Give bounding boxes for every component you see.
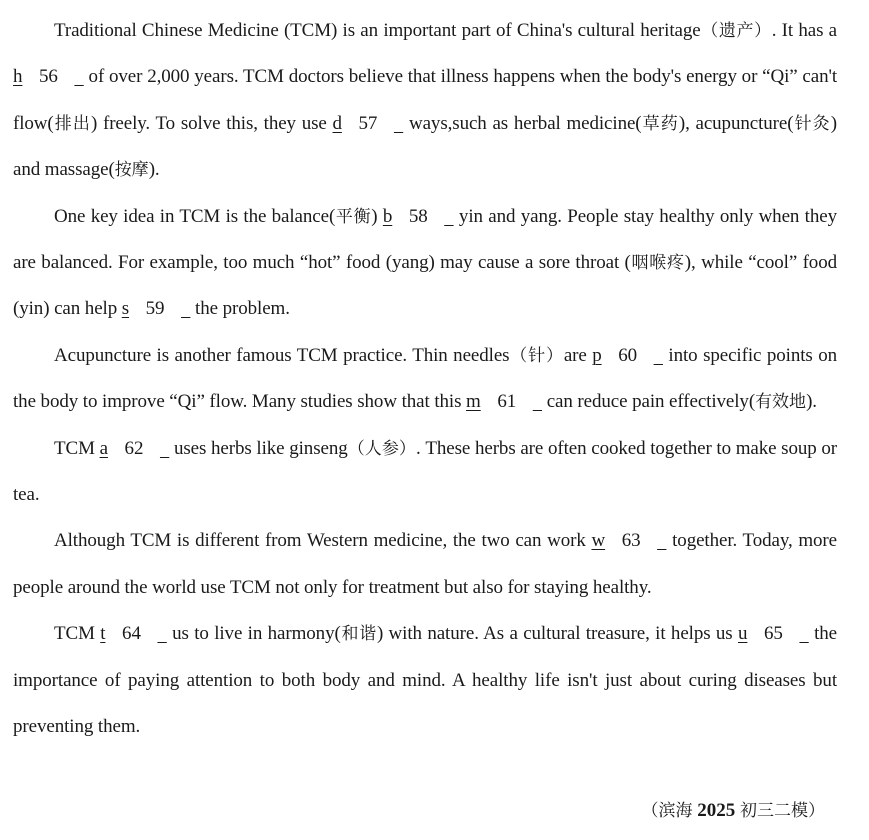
text-run: Acupuncture is another famous TCM practice. Thin needles (54, 344, 510, 366)
paragraph-4 (13, 426, 837, 519)
blank-initial-letter: h (13, 66, 23, 88)
text-run: . It has a (771, 20, 838, 41)
blank-initial-letter: p (592, 344, 602, 366)
text-run: ) (371, 205, 383, 227)
text-run: . These herbs are often cooked together to make soup or tea. (13, 437, 838, 506)
chinese-gloss: （人参） (347, 438, 417, 459)
answer-blank-58[interactable] (383, 194, 454, 240)
blank-initial-letter: m (466, 391, 481, 413)
answer-blank-61[interactable] (466, 379, 542, 425)
blank-number: 60 (618, 344, 638, 366)
text-run: TCM (54, 437, 100, 459)
blank-underline-tail (74, 66, 83, 87)
blank-number: 58 (408, 205, 428, 227)
blank-initial-letter: w (591, 530, 606, 552)
blank-number: 65 (764, 623, 783, 645)
answer-blank-56[interactable] (13, 54, 84, 100)
blank-underline-tail (654, 345, 663, 366)
chinese-gloss: 和谐 (340, 624, 377, 645)
answer-blank-62[interactable] (100, 426, 170, 472)
text-run: ) with nature. As a cultural treasure, it helps us (376, 623, 738, 645)
answer-blank-60[interactable] (592, 333, 663, 379)
blank-underline-tail (394, 113, 403, 134)
text-run: ), acupuncture( (678, 112, 794, 134)
text-run: TCM (54, 623, 101, 645)
text-run: yin and yang. People stay healthy only when they are balanced. For example, too much “hot” food (yang) may cause a sore throat ( (13, 205, 837, 274)
blank-initial-letter: b (382, 205, 393, 227)
text-run: One key idea in TCM is the balance( (54, 205, 336, 227)
text-run: ). (148, 159, 160, 181)
text-run: the importance of paying attention to both body and mind. A healthy life isn't just about curing diseases but preventing them. (13, 623, 838, 738)
text-run: Although TCM is different from Western medicine, the two can work (54, 530, 592, 552)
source-citation (642, 796, 826, 826)
blank-underline-tail (181, 298, 190, 319)
blank-number: 61 (497, 391, 517, 413)
paragraph-2 (13, 194, 837, 333)
source-year: 2025 (697, 800, 736, 821)
text-run: Traditional Chinese Medicine (TCM) is an important part of China's cultural heritage (54, 20, 701, 41)
answer-blank-63[interactable] (591, 518, 666, 564)
chinese-gloss: （遗产） (700, 21, 772, 41)
text-run: into specific points on the body to improve “Qi” flow. Many studies show that this (13, 344, 837, 413)
text-run: are (563, 344, 593, 366)
chinese-gloss: 按摩 (114, 160, 149, 181)
blank-number: 64 (122, 623, 141, 645)
chinese-gloss: （针） (509, 345, 564, 366)
chinese-gloss: 草药 (641, 113, 679, 134)
blank-initial-letter: u (738, 623, 748, 645)
blank-initial-letter: d (332, 112, 342, 134)
source-place: 滨海 (658, 801, 693, 821)
passage (13, 8, 837, 751)
answer-blank-59[interactable] (122, 286, 191, 332)
blank-number: 63 (621, 530, 641, 552)
text-run: can reduce pain effectively( (542, 391, 756, 413)
text-run: together. Today, more people around the world use TCM not only for treatment but also for staying healthy. (13, 530, 837, 598)
text-run: us to live in harmony( (166, 623, 341, 645)
source-grade: 初三二模 (740, 801, 808, 821)
answer-blank-57[interactable] (333, 101, 404, 147)
blank-underline-tail (160, 438, 169, 459)
blank-initial-letter: s (121, 298, 130, 320)
text-run: ways,such as herbal medicine( (403, 112, 642, 134)
text-run: uses herbs like ginseng (169, 437, 348, 459)
blank-underline-tail (533, 391, 542, 412)
paragraph-3 (13, 333, 837, 426)
answer-blank-65[interactable] (738, 611, 809, 657)
blank-underline-tail (444, 206, 453, 227)
text-run: of over 2,000 years. TCM doctors believe that illness happens when the body's energy or “Qi” can't flow( (13, 66, 837, 134)
blank-number: 57 (358, 112, 378, 134)
chinese-gloss: 平衡 (335, 206, 372, 227)
text-run: ), while “cool” food (yin) can help (13, 252, 837, 320)
blank-underline-tail (799, 623, 808, 644)
source-open-paren: （ (641, 801, 659, 821)
text-run: ). (806, 391, 817, 413)
blank-initial-letter: t (100, 623, 106, 645)
blank-underline-tail (657, 530, 666, 551)
answer-blank-64[interactable] (100, 611, 167, 657)
blank-number: 56 (39, 66, 58, 88)
blank-underline-tail (157, 623, 166, 644)
source-close-paren: ） (808, 801, 825, 821)
text-run: the problem. (190, 298, 290, 320)
chinese-gloss: 排出 (53, 113, 91, 134)
paragraph-5 (13, 518, 837, 611)
chinese-gloss: 有效地 (755, 392, 807, 413)
paragraph-1 (13, 8, 837, 194)
blank-initial-letter: a (99, 437, 108, 459)
paragraph-6 (13, 611, 837, 750)
text-run: ) and massage( (13, 112, 838, 181)
chinese-gloss: 咽喉疼 (630, 253, 685, 274)
text-run: ) freely. To solve this, they use (90, 112, 333, 134)
blank-number: 62 (124, 437, 144, 459)
blank-number: 59 (145, 298, 165, 320)
chinese-gloss: 针灸 (793, 113, 831, 134)
